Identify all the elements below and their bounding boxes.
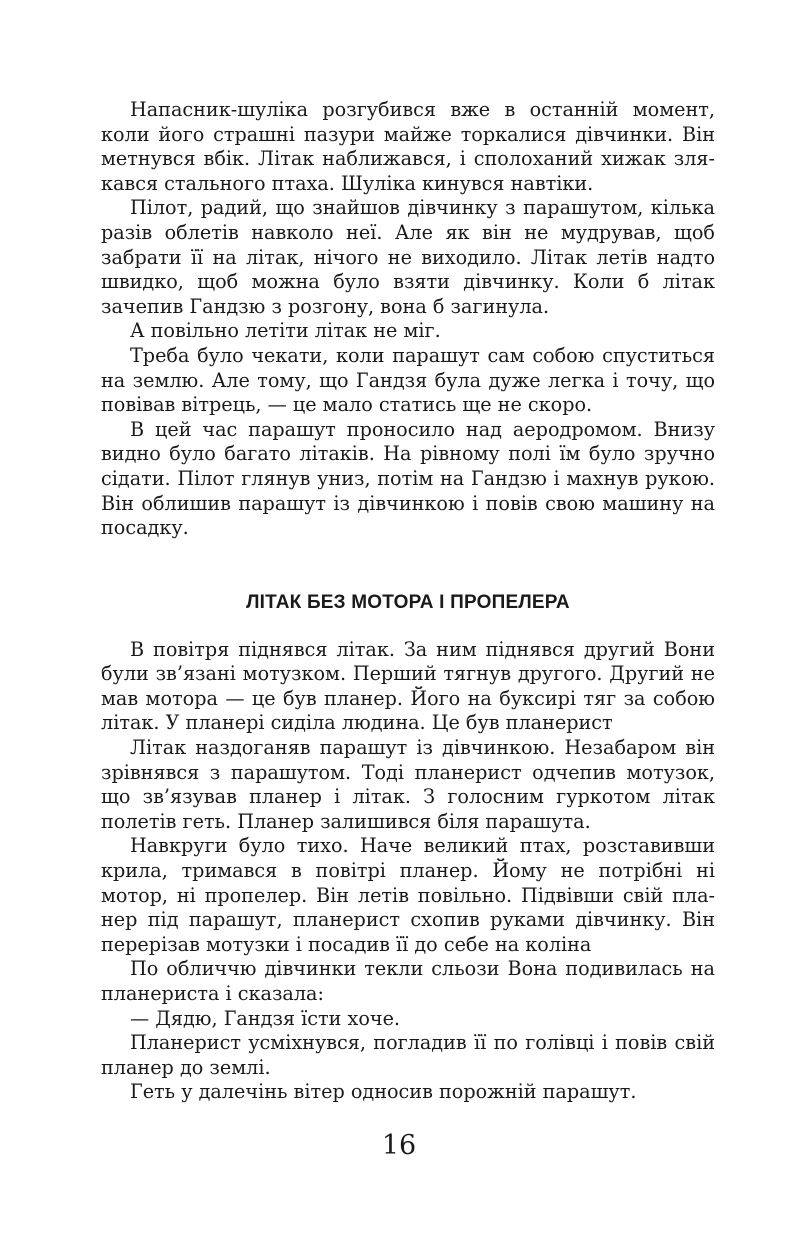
chapter-heading: ЛІТАК БЕЗ МОТОРА І ПРОПЕЛЕРА [246, 591, 570, 613]
spacer [101, 615, 715, 638]
paragraph: Навкруги було тихо. Наче великий птах, розставивши крила, тримався в повітрі планер. Йому не потрібні ні мотор, ні пропелер. Він летів повільно. Підвівши свій планер під парашут, планерист схопив руками дівчинку. Він перерізав мотузки і посадив її до себе на коліна [101, 834, 715, 956]
paragraph: Геть у далечінь вітер односив порожній парашут. [130, 1080, 637, 1104]
paragraph: — Дядю, Гандзя їсти хоче. [130, 1006, 401, 1030]
paragraph: Напасник-шуліка розгубився вже в останній момент, коли його страшні пазури майже торкалися дівчинки. Він метнувся вбік. Літак наближався, і сполоханий хижак злякався стального птаха. Шуліка кинувся навтіки. [101, 98, 715, 195]
section-1 [101, 98, 715, 541]
page-body [101, 98, 715, 1105]
paragraph: Пілот, радий, що знайшов дівчинку з парашутом, кілька разів облетів навколо неї. Але як він не мудрував, щоб забрати її на літак, нічого не виходило. Літак летів надто швидко, щоб можна було взяти дівчинку. Коли б літак зачепив Гандзю з розгону, вона б загинула. [101, 196, 715, 318]
paragraph: По обличчю дівчинки текли сльози Вона подивилась на планериста і сказала: [101, 957, 715, 1005]
section-2 [101, 638, 715, 1105]
paragraph: Планерист усміхнувся, погладив її по голівці і повів свій планер до землі. [101, 1031, 715, 1079]
paragraph: А повільно летіти літак не міг. [130, 319, 441, 343]
paragraph: В цей час парашут проносило над аеродромом. Внизу видно було багато літаків. На рівному полі їм було зручно сідати. Пілот глянув униз, потім на Гандзю і махнув рукою. Він облишив парашут із дівчинкою і повів свою машину на посадку. [101, 417, 715, 540]
paragraph: Літак наздоганяв парашут із дівчинкою. Незабаром він зрівнявся з парашутом. Тоді планерист одчепив мотузок, що зв’язував планер і літак. З голосним гуркотом літак полетів геть. Планер залишився біля парашута. [101, 736, 715, 833]
spacer [101, 541, 715, 591]
paragraph: Треба було чекати, коли парашут сам собою спуститься на землю. Але тому, що Гандзя була дуже легка і точу, що повівав вітрець, — це мало статись ще не скоро. [101, 343, 715, 417]
paragraph: В повітря піднявся літак. За ним піднявся другий Вони були зв’язані мотузком. Перший тягнув другого. Другий не мав мотора — це був планер. Його на буксирі тяг за собою літак. У планері сиділа людина. Це був планерист [101, 637, 715, 735]
page-number: 16 [381, 1130, 417, 1161]
